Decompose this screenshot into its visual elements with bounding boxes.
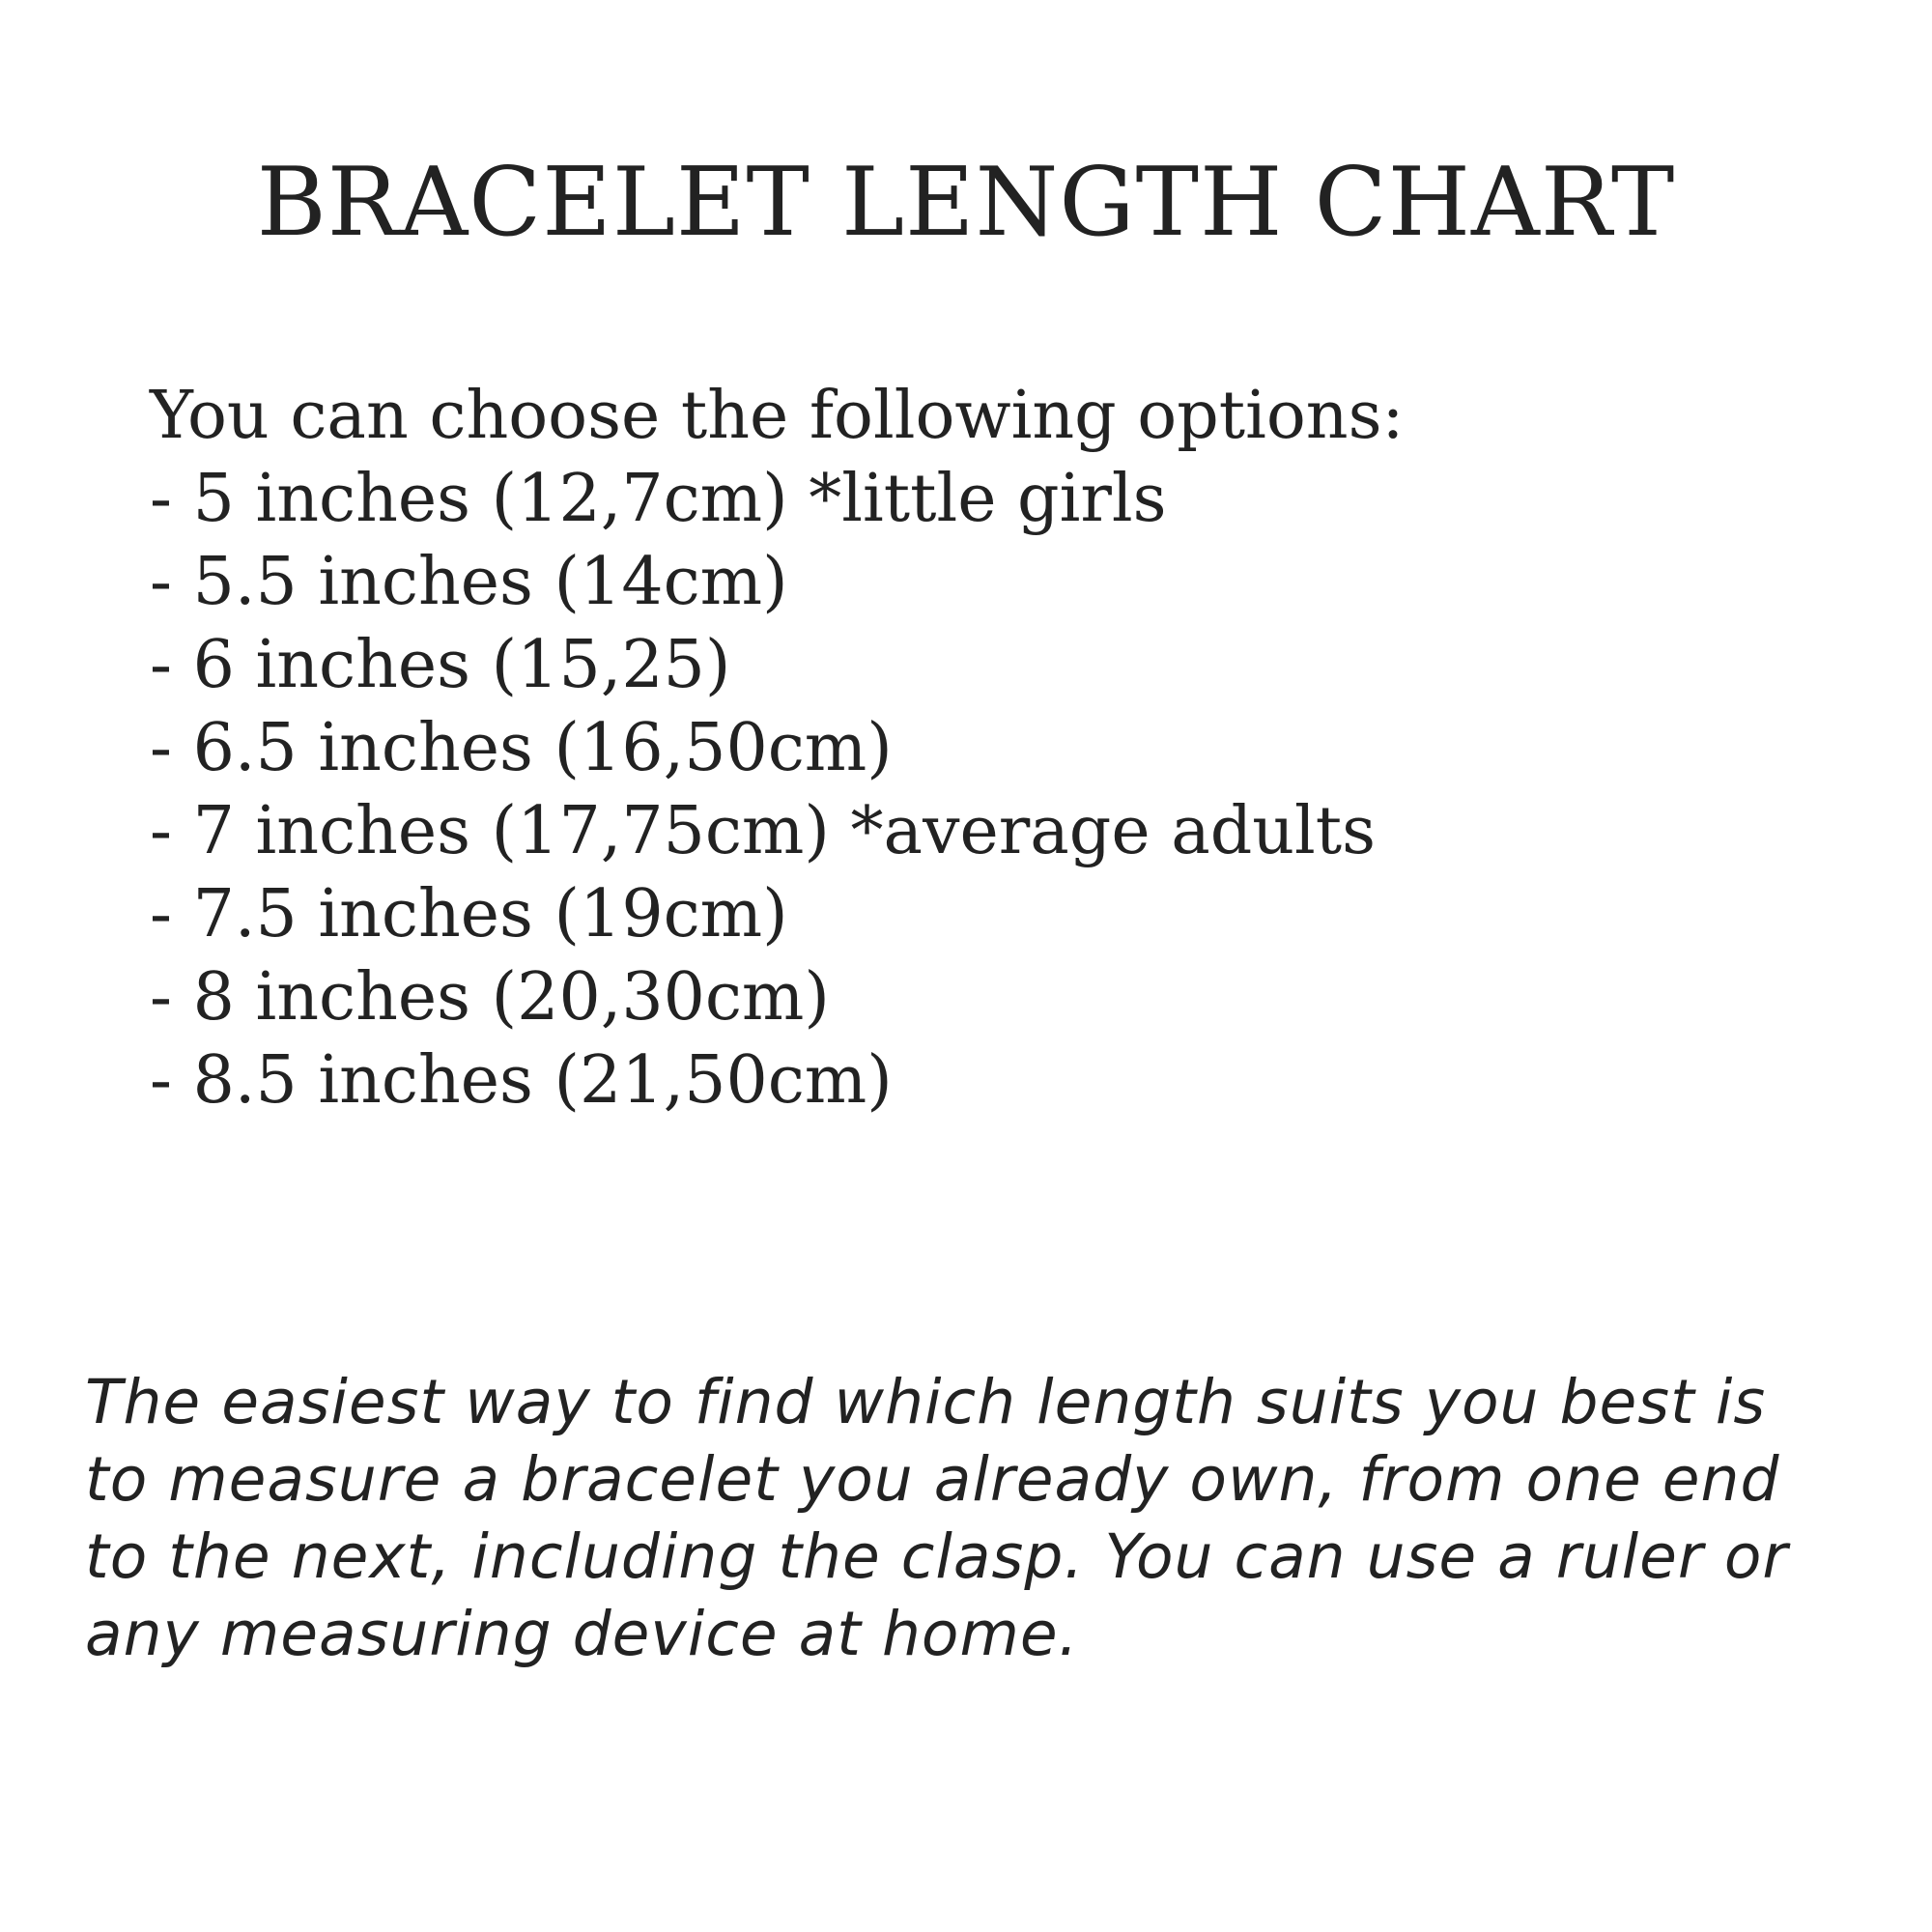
note-line: to the next, including the clasp. You can use a ruler or: [85, 1521, 1789, 1592]
note-line: to measure a bracelet you already own, from one end: [85, 1444, 1780, 1515]
option-item: - 5 inches (12,7cm) *little girls: [150, 461, 1167, 537]
length-options: [150, 375, 1792, 1122]
option-item: - 7 inches (17,75cm) *average adults: [150, 793, 1377, 869]
note-line: any measuring device at home.: [85, 1599, 1079, 1669]
options-intro: You can choose the following options:: [150, 378, 1405, 454]
note-line: The easiest way to find which length suits you best is: [85, 1367, 1767, 1437]
option-item: - 5.5 inches (14cm): [150, 544, 788, 620]
option-item: - 6 inches (15,25): [150, 627, 731, 703]
option-item: - 8 inches (20,30cm): [150, 959, 830, 1036]
option-item: - 7.5 inches (19cm): [150, 876, 788, 952]
option-item: - 6.5 inches (16,50cm): [150, 710, 893, 786]
page-title: BRACELET LENGTH CHART: [256, 148, 1676, 258]
option-item: - 8.5 inches (21,50cm): [150, 1042, 893, 1119]
measuring-note: [85, 1364, 1853, 1673]
